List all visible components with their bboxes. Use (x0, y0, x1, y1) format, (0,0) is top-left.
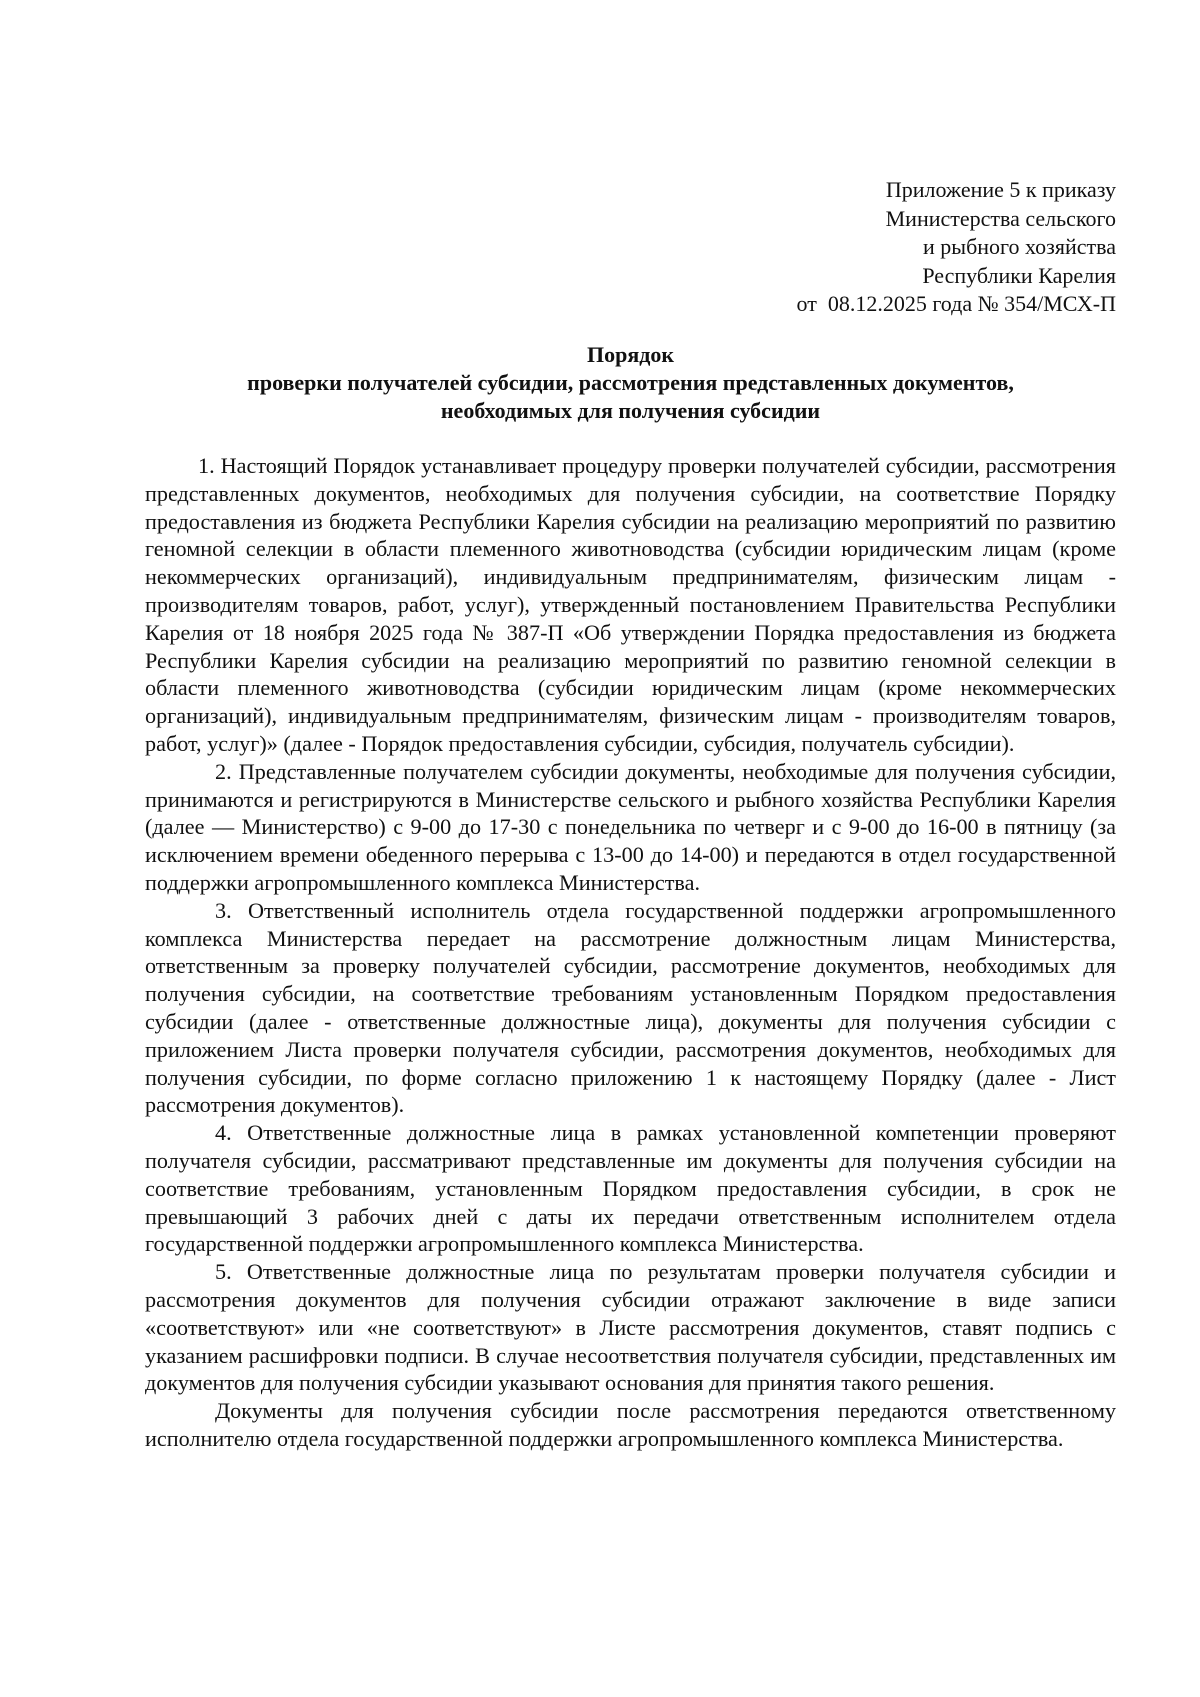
paragraph-6: Документы для получения субсидии после рассмотрения передаются ответственному исполнителю отдела государственной поддержки агропромышленного комплекса Министерства. (145, 1398, 1116, 1451)
appendix-order-number: от 08.12.2025 года № 354/МСХ-П (796, 291, 1116, 316)
paragraph-4: 4. Ответственные должностные лица в рамках установленной компетенции проверяют получателя субсидии, рассматривают представленные им документы для получения субсидии на соответствие требованиям, установленным Порядком предоставления субсидии, в срок не превышающий 3 рабочих дней с даты их передачи ответственным исполнителем отдела государственной поддержки агропромышленного комплекса Министерства. (145, 1120, 1116, 1257)
appendix-line-2: Министерства сельского (885, 205, 1116, 231)
paragraph-5: 5. Ответственные должностные лица по результатам проверки получателя субсидии и рассмотрения документов для получения субсидии отражают заключение в виде записи «соответствуют» или «не соответствуют» в Листе рассмотрения документов, ставят подпись с указанием расшифровки подписи. В случае несоответствия получателя субсидии, представленных им документов для получения субсидии указывают основания для принятия такого решения. (145, 1259, 1116, 1396)
appendix-line-1: Приложение 5 к приказу (885, 177, 1116, 202)
document-title (145, 341, 1116, 425)
appendix-header (797, 176, 1117, 319)
paragraph-2: 2. Представленные получателем субсидии документы, необходимые для получения субсидии, принимаются и регистрируются в Министерстве сельского и рыбного хозяйства Республики Карелия (далее — Министерство) с 9-00 до 17-30 с понедельника по четверг и с 9-00 до 16-00 в пятницу (за исключением времени обеденного перерыва с 13-00 до 14-00) и передаются в отдел государственной поддержки агропромышленного комплекса Министерства. (145, 758, 1116, 895)
paragraph-3: 3. Ответственный исполнитель отдела государственной поддержки агропромышленного комплекса Министерства передает на рассмотрение должностным лицам Министерства, ответственным за проверку получателей субсидии, рассмотрение документов, необходимых для получения субсидии, на соответствие требованиям установленным Порядком предоставления субсидии (далее - ответственные должностные лица), документы для получения субсидии с приложением Листа проверки получателя субсидии, рассмотрения документов, необходимых для получения субсидии, по форме согласно приложению 1 к настоящему Порядку (далее - Лист рассмотрения документов). (145, 897, 1116, 1118)
appendix-line-4: Республики Карелия (922, 262, 1116, 288)
title-line-1: Порядок (586, 342, 675, 367)
title-line-2: проверки получателей субсидии, рассмотрения представленных документов, (247, 370, 1014, 395)
title-line-3: необходимых для получения субсидии (440, 398, 821, 423)
appendix-line-3: и рыбного хозяйства (923, 234, 1116, 259)
paragraph-1: 1. Настоящий Порядок устанавливает процедуру проверки получателей субсидии, рассмотрения представленных документов, необходимых для получения субсидии, на соответствие Порядку предоставления из бюджета Республики Карелия субсидии на реализацию мероприятий по развитию геномной селекции в области племенного животноводства (субсидии юридическим лицам (кроме некоммерческих организаций), индивидуальным предпринимателям, физическим лицам - производителям товаров, работ, услуг), утвержденный постановлением Правительства Республики Карелия от 18 ноября 2025 года № 387-П «Об утверждении Порядка предоставления из бюджета Республики Карелия субсидии на реализацию мероприятий по развитию геномной селекции в области племенного животноводства (субсидии юридическим лицам (кроме некоммерческих организаций), индивидуальным предпринимателям, физическим лицам - производителям товаров, работ, услуг)» (далее - Порядок предоставления субсидии, субсидия, получатель субсидии). (145, 453, 1116, 756)
document-body (145, 452, 1116, 1453)
